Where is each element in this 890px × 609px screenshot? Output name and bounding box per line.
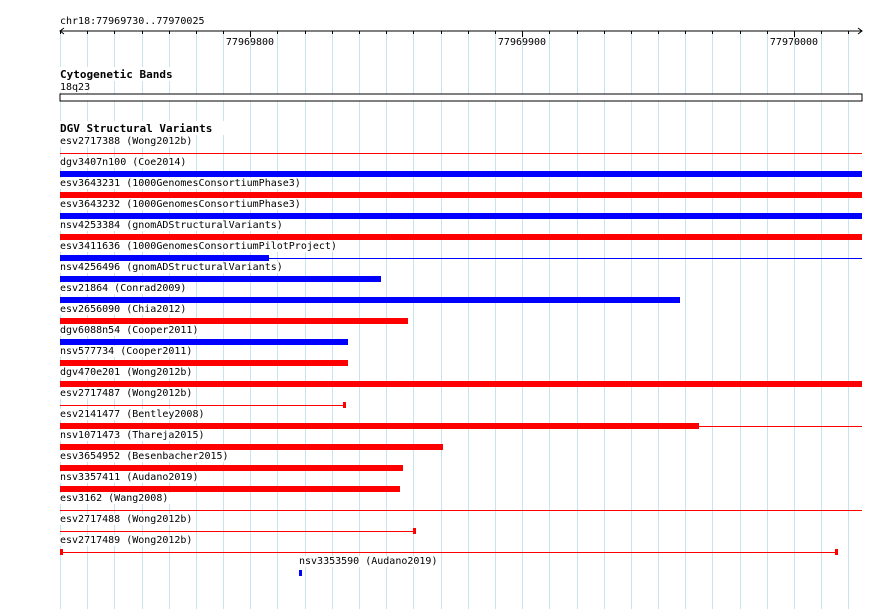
dgv-feature[interactable] [59, 514, 416, 534]
ruler-tick-labels [226, 37, 818, 48]
feature-label: esv21864 (Conrad2009) [60, 283, 187, 294]
ruler-tick-label: 77969800 [225, 37, 275, 48]
ruler-tick-label: 77969900 [497, 37, 547, 48]
feature-block[interactable] [299, 570, 302, 576]
dgv-feature[interactable] [59, 199, 862, 219]
dgv-feature[interactable] [59, 535, 838, 555]
dgv-feature[interactable] [59, 283, 680, 303]
feature-block[interactable] [60, 297, 680, 303]
cytoband-label: 18q23 [60, 82, 91, 93]
dgv-feature[interactable] [59, 388, 346, 408]
feature-block[interactable] [60, 381, 862, 387]
feature-label: dgv470e201 (Wong2012b) [60, 367, 193, 378]
dgv-feature[interactable] [59, 136, 862, 154]
dgv-feature[interactable] [59, 325, 348, 345]
feature-block[interactable] [60, 192, 862, 198]
feature-block[interactable] [60, 213, 862, 219]
dgv-feature[interactable] [59, 493, 862, 511]
feature-label: nsv3353590 (Audano2019) [299, 556, 438, 567]
feature-label: esv3643232 (1000GenomesConsortiumPhase3) [60, 199, 301, 210]
cytoband-ideogram[interactable] [60, 94, 862, 101]
dgv-feature[interactable] [59, 241, 862, 261]
dgv-feature[interactable] [59, 472, 400, 492]
dgv-feature[interactable] [59, 304, 408, 324]
feature-block[interactable] [60, 171, 862, 177]
feature-block[interactable] [343, 402, 346, 408]
feature-label: nsv3357411 (Audano2019) [60, 472, 199, 483]
dgv-feature[interactable] [59, 220, 862, 240]
feature-label: nsv577734 (Cooper2011) [60, 346, 193, 357]
dgv-track [59, 121, 862, 576]
feature-label: esv3643231 (1000GenomesConsortiumPhase3) [60, 178, 301, 189]
feature-label: esv3162 (Wang2008) [60, 493, 169, 504]
feature-label: nsv4253384 (gnomADStructuralVariants) [60, 220, 283, 231]
dgv-feature[interactable] [59, 157, 862, 177]
feature-block[interactable] [835, 549, 838, 555]
feature-block[interactable] [60, 234, 862, 240]
dgv-feature[interactable] [298, 556, 440, 576]
feature-label: esv2141477 (Bentley2008) [60, 409, 205, 420]
feature-block[interactable] [60, 549, 63, 555]
feature-block[interactable] [60, 423, 699, 429]
dgv-feature[interactable] [59, 346, 348, 366]
feature-label: esv2717488 (Wong2012b) [60, 514, 193, 525]
feature-label: esv3654952 (Besenbacher2015) [60, 451, 229, 462]
feature-label: dgv3407n100 (Coe2014) [60, 157, 187, 168]
cytoband-track-title: Cytogenetic Bands [60, 68, 173, 81]
feature-label: esv2717487 (Wong2012b) [60, 388, 193, 399]
feature-block[interactable] [60, 339, 348, 345]
feature-label: nsv1071473 (Thareja2015) [60, 430, 205, 441]
feature-label: nsv4256496 (gnomADStructuralVariants) [60, 262, 283, 273]
feature-label: esv3411636 (1000GenomesConsortiumPilotProject) [60, 241, 337, 252]
dgv-feature[interactable] [59, 451, 403, 471]
ruler[interactable] [60, 16, 862, 48]
cytoband-track [59, 67, 862, 101]
feature-label: esv2717388 (Wong2012b) [60, 136, 193, 147]
feature-block[interactable] [60, 276, 381, 282]
feature-label: esv2656090 (Chia2012) [60, 304, 187, 315]
feature-block[interactable] [60, 360, 348, 366]
dgv-feature[interactable] [59, 178, 862, 198]
feature-block[interactable] [60, 444, 443, 450]
dgv-feature[interactable] [59, 409, 862, 429]
dgv-features [59, 136, 862, 576]
feature-label: esv2717489 (Wong2012b) [60, 535, 193, 546]
feature-label: dgv6088n54 (Cooper2011) [60, 325, 199, 336]
feature-block[interactable] [60, 255, 269, 261]
region-label: chr18:77969730..77970025 [60, 16, 205, 27]
ruler-tick-label: 77970000 [769, 37, 819, 48]
feature-block[interactable] [60, 486, 400, 492]
feature-block[interactable] [60, 318, 408, 324]
feature-block[interactable] [60, 465, 403, 471]
feature-block[interactable] [413, 528, 416, 534]
ruler-ticks [61, 31, 849, 37]
dgv-feature[interactable] [59, 367, 862, 387]
dgv-track-title: DGV Structural Variants [60, 122, 213, 135]
